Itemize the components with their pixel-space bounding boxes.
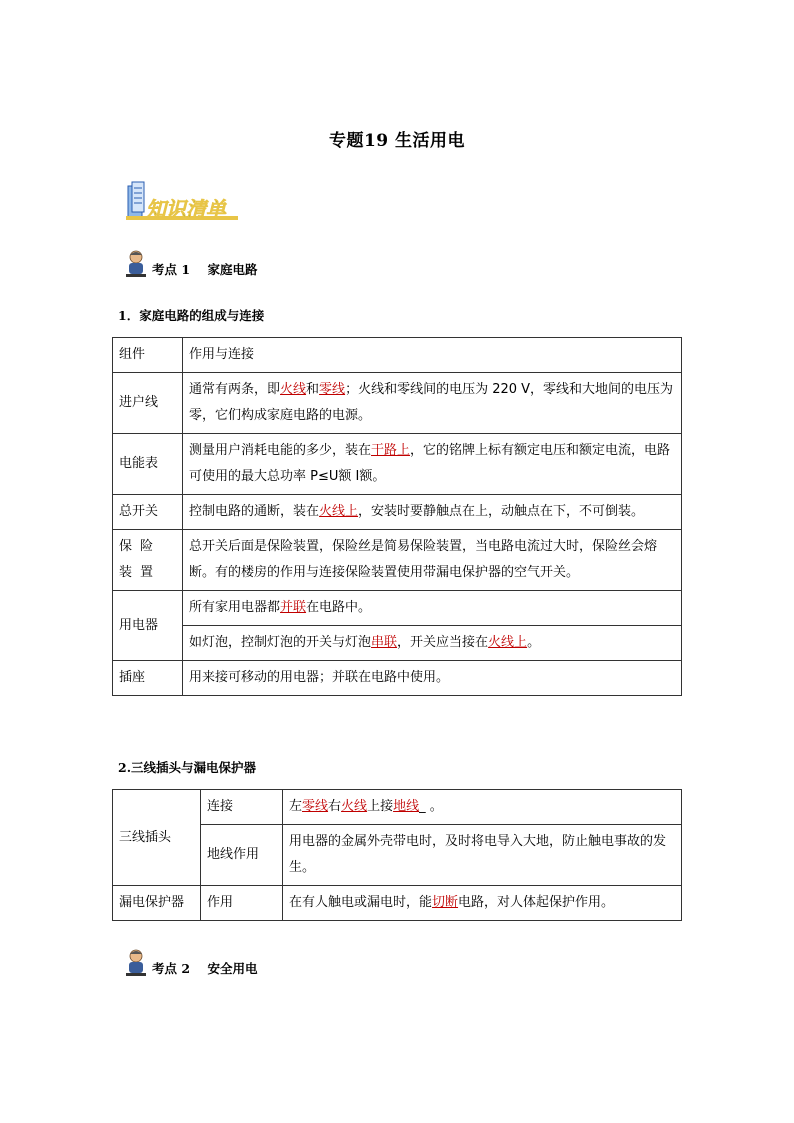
household-circuit-table	[112, 337, 682, 696]
answer-you-huoxian: 火线	[341, 799, 368, 814]
table-row	[113, 790, 682, 825]
teacher-icon	[124, 948, 148, 978]
header-cell-component: 组件	[113, 338, 183, 373]
row-desc-jinhuxian: 通常有两条，即火线和零线；火线和零线间的电压为 220 V，零线和大地间的电压为零，它们构成家庭电路的电源。	[183, 373, 682, 434]
table-row	[113, 661, 682, 696]
header-cell-function: 作用与连接	[183, 338, 682, 373]
kaodian-2-heading	[124, 948, 257, 978]
answer-huoxianshang-2: 火线上	[488, 635, 528, 650]
sub-label-dixian: 地线作用	[201, 825, 283, 886]
teacher-icon	[124, 249, 148, 279]
table-row	[113, 373, 682, 434]
kaodian-1-heading	[124, 249, 257, 279]
table-row	[113, 338, 682, 373]
answer-chuanlian: 串联	[371, 635, 398, 650]
banner-label: 知识清单	[146, 197, 226, 221]
sub-label-lianjie: 连接	[201, 790, 283, 825]
answer-binglian: 并联	[280, 600, 307, 615]
row-label-sanxian: 三线插头	[113, 790, 201, 886]
kaodian-2-label: 考点 2 安全用电	[152, 961, 258, 976]
kaodian-1-label: 考点 1 家庭电路	[152, 262, 258, 277]
row-desc-baoxian: 总开关后面是保险装置，保险丝是简易保险装置，当电路电流过大时，保险丝会熔断。有的楼房的作用与连接保险装置使用带漏电保护器的空气开关。	[183, 530, 682, 591]
row-label-jinhuxian: 进户线	[113, 373, 183, 434]
answer-huoxianshang: 火线上	[319, 504, 359, 519]
row-label-diannengbiao: 电能表	[113, 434, 183, 495]
row-label-baoxian: 保险装置	[113, 530, 183, 591]
row-desc-chazuo: 用来接可移动的用电器；并联在电路中使用。	[183, 661, 682, 696]
row-label-yongdianqi: 用电器	[113, 591, 183, 661]
row-desc-yongdianqi-2: 如灯泡，控制灯泡的开关与灯泡串联，开关应当接在火线上。	[183, 626, 682, 661]
table-row	[113, 434, 682, 495]
row-desc-yongdianqi-1: 所有家用电器都并联在电路中。	[183, 591, 682, 626]
answer-zuo-lingxian: 零线	[302, 799, 329, 814]
table-row	[113, 530, 682, 591]
section-1-heading: 1．家庭电路的组成与连接	[118, 308, 265, 323]
page-title: 专题19 生活用电	[328, 131, 466, 151]
table-row	[113, 626, 682, 661]
answer-huoxian: 火线	[280, 382, 307, 397]
table-row	[113, 591, 682, 626]
row-desc-diannengbiao: 测量用户消耗电能的多少，装在干路上，它的铭牌上标有额定电压和额定电流，电路可使用的最大总功率 P≤U额 I额。	[183, 434, 682, 495]
section-2-heading: 2.三线插头与漏电保护器	[118, 760, 257, 775]
answer-ganlu: 干路上	[371, 443, 411, 458]
answer-lingxian: 零线	[319, 382, 346, 397]
table-row	[113, 495, 682, 530]
row-desc-zongkaiguan: 控制电路的通断，装在火线上，安装时要静触点在上，动触点在下，不可倒装。	[183, 495, 682, 530]
row-desc-dixian: 用电器的金属外壳带电时，及时将电导入大地，防止触电事故的发生。	[283, 825, 682, 886]
sub-label-zuoyong: 作用	[201, 886, 283, 921]
three-wire-plug-table	[112, 789, 682, 921]
row-label-chazuo: 插座	[113, 661, 183, 696]
answer-dixian: 地线	[393, 799, 420, 814]
answer-qieduan: 切断	[432, 895, 459, 910]
row-desc-loudian: 在有人触电或漏电时，能切断电路，对人体起保护作用。	[283, 886, 682, 921]
row-desc-lianjie: 左零线右火线上接地线_ 。	[283, 790, 682, 825]
row-label-loudian: 漏电保护器	[113, 886, 201, 921]
knowledge-list-banner	[122, 180, 244, 230]
table-row	[113, 886, 682, 921]
row-label-zongkaiguan: 总开关	[113, 495, 183, 530]
